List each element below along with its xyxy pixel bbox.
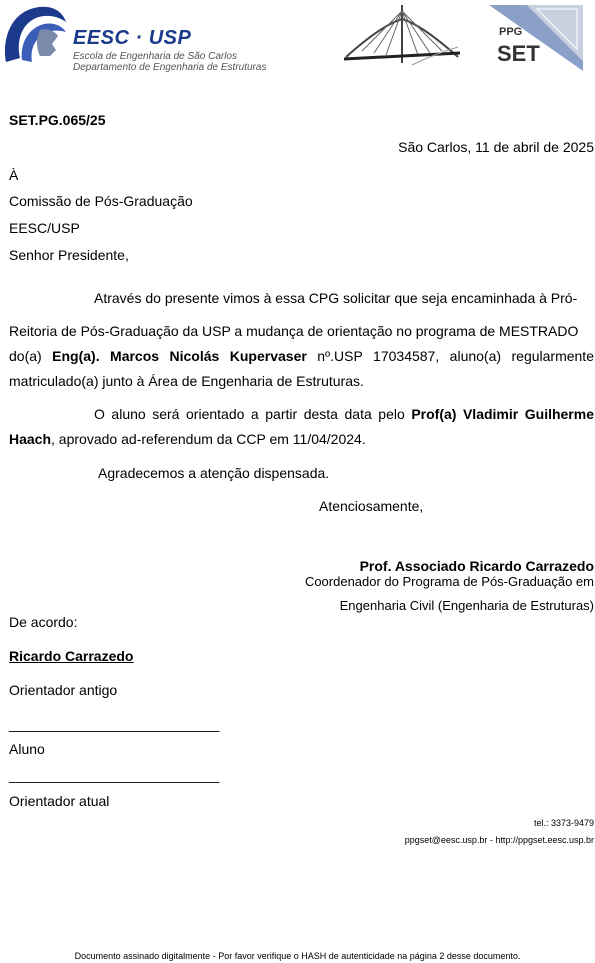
signature-line-student: ___________________________ [9,716,220,732]
student-role: Aluno [9,741,45,757]
salutation: Senhor Presidente, [9,247,129,263]
set-label: SET [497,41,540,66]
reference-number: SET.PG.065/25 [9,112,106,128]
eesc-subtitle-line2: Departamento de Engenharia de Estruturas [73,62,267,73]
paragraph2-line2 [9,431,366,447]
agreement-label: De acordo: [9,614,78,630]
new-advisor-name-part1: Prof(a) Vladimir Guilherme [411,406,594,422]
paragraph2-line1-pre: O aluno será orientado a partir desta data pelo [94,406,412,422]
place-date: São Carlos, 11 de abril de 2025 [398,139,594,155]
signer-role-line2: Engenharia Civil (Engenharia de Estruturas) [339,598,594,613]
former-advisor-role: Orientador antigo [9,682,118,698]
paragraph2-line1 [94,406,594,422]
paragraph1-line1: Através do presente vimos à essa CPG solicitar que seja encaminhada à Pró- [94,290,578,306]
new-advisor-name-part2: Haach [9,431,52,447]
closing: Atenciosamente, [319,498,424,514]
current-advisor-role: Orientador atual [9,793,110,809]
recipient-line1: Comissão de Pós-Graduação [9,193,193,209]
former-advisor-name: Ricardo Carrazedo [9,648,134,664]
signature-line-current-advisor: ___________________________ [9,767,220,783]
paragraph1-line3-post: nº.USP 17034587, aluno(a) regularmente [306,348,594,364]
paragraph1-line3 [9,348,594,364]
signer-role-line1: Coordenador do Programa de Pós-Graduação em [304,574,594,589]
student-name: Eng(a). Marcos Nicolás Kupervaser [52,348,307,364]
recipient-line2: EESC/USP [9,220,80,236]
eesc-subtitle-line1: Escola de Engenharia de São Carlos [73,51,237,62]
paragraph1-line2: Reitoria de Pós-Graduação da USP a mudança de orientação no programa de MESTRADO [9,323,579,339]
signer-name: Prof. Associado Ricardo Carrazedo [359,558,594,574]
paragraph1-line4: matriculado(a) junto à Área de Engenharia de Estruturas. [9,373,364,389]
addressee-prefix: À [9,167,19,183]
paragraph1-line3-pre: do(a) [9,348,53,364]
contact-email-web: ppgset@eesc.usp.br - http://ppgset.eesc.usp.br [404,835,594,845]
bridge-logo [342,3,462,75]
thanks: Agradecemos a atenção dispensada. [98,465,330,481]
eesc-title: EESC · USP [73,27,192,49]
digital-signature-notice: Documento assinado digitalmente - Por favor verifique o HASH de autenticidade na página 2 desse documento. [74,951,521,961]
paragraph2-line2-post: , aprovado ad-referendum da CCP em 11/04/2024. [51,431,366,447]
ppg-label: PPG [499,26,523,38]
contact-phone: tel.: 3373-9479 [533,818,594,828]
